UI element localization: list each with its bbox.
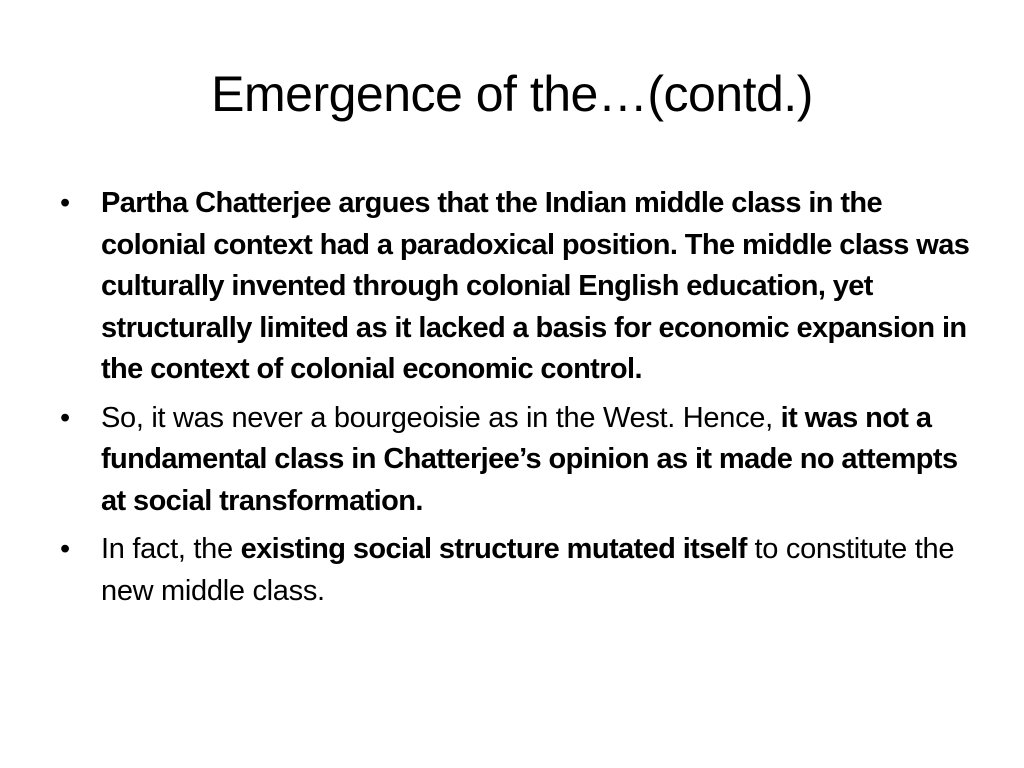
bullet-icon: • <box>60 533 71 565</box>
slide-title: Emergence of the…(contd.) <box>211 66 813 122</box>
bullet-text: to constitute the new middle class. <box>101 533 955 607</box>
bullet-item <box>60 183 975 391</box>
bullet-list <box>60 183 975 619</box>
bullet-icon: • <box>60 401 71 434</box>
bullet-text-bold: existing social structure mutated itself <box>240 533 747 565</box>
bullet-item <box>60 529 975 612</box>
bullet-text-bold: Partha Chatterjee argues that the Indian middle class in the colonial context had a paradoxical position. The middle class was culturally invented through colonial English education, yet structurally limited as it lacked a basis for economic expansion in the context of colonial economic control. <box>101 187 970 385</box>
bullet-text: In fact, the <box>101 533 241 565</box>
bullet-text-bold: it was not a fundamental class in Chatterjee’s opinion as it made no attempts at social transformation. <box>101 401 958 517</box>
bullet-item <box>60 398 975 523</box>
bullet-text: So, it was never a bourgeoisie as in the West. Hence, <box>101 401 781 434</box>
bullet-icon: • <box>60 187 71 219</box>
